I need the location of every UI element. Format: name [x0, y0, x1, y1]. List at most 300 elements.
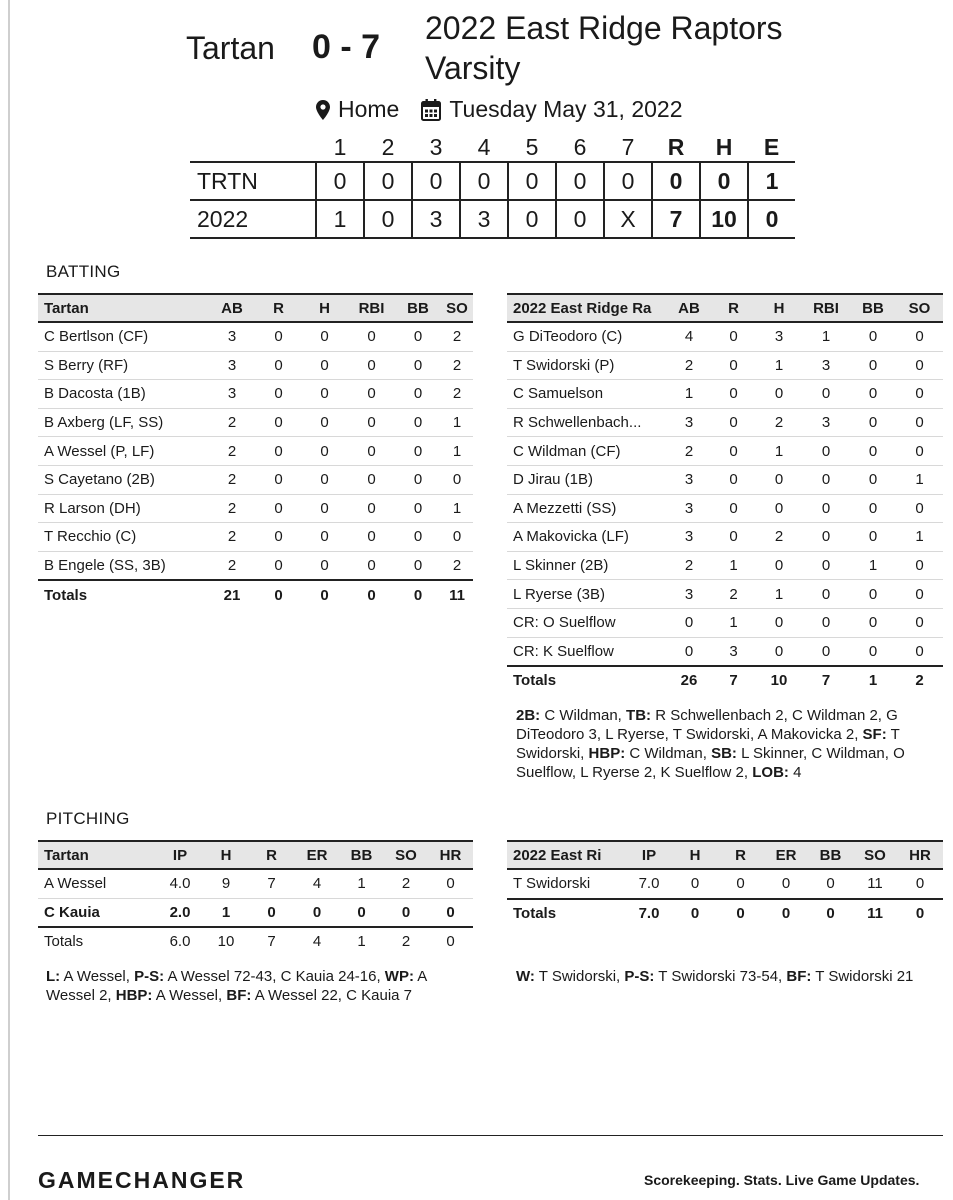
stat-cell: 4.0: [156, 869, 204, 898]
player-row: [507, 637, 943, 666]
stat-cell: 0: [711, 523, 756, 552]
note-text: R Schwellenbach 2, C Wildman 2, G DiTeodoro 3, L Ryerse, T Swidorski, A Makovicka 2,: [516, 707, 898, 743]
inning-score: 0: [508, 200, 556, 238]
player-name: R Schwellenbach...: [507, 408, 667, 437]
stat-column-header: IP: [641, 846, 657, 864]
player-name: S Berry (RF): [38, 351, 208, 380]
stat-column-header: IP: [172, 846, 188, 864]
stat-cell: 3: [667, 580, 711, 609]
stat-column-header: SO: [446, 299, 468, 317]
totals-cell: 0: [320, 586, 329, 604]
stat-cell: 0: [667, 608, 711, 637]
page-edge-rule: [8, 0, 10, 1200]
stat-column-header: HR: [439, 846, 462, 864]
stat-cell: 0: [441, 523, 473, 552]
stat-cell: 0: [850, 380, 896, 409]
stat-column-header: H: [319, 299, 330, 317]
inning-score: 0: [604, 162, 652, 200]
inning-score: 0: [556, 200, 604, 238]
calendar-icon: [421, 99, 441, 121]
inning-header: 1: [333, 133, 347, 160]
stat-cell: 1: [204, 898, 248, 927]
player-row: [38, 322, 473, 351]
stat-cell: 0: [711, 408, 756, 437]
player-name: T Swidorski: [507, 869, 625, 899]
stat-cell: 0: [850, 637, 896, 666]
stat-cell: 2: [667, 351, 711, 380]
team-column-header: 2022 East Ri: [513, 846, 602, 864]
player-row: [507, 465, 943, 494]
stat-cell: 0: [348, 351, 395, 380]
inning-score: 1: [316, 200, 364, 238]
totals-cell: 2: [915, 672, 924, 690]
stat-cell: 0: [808, 869, 853, 899]
player-name: CR: K Suelflow: [507, 637, 667, 666]
stat-cell: 0: [256, 494, 301, 523]
inning-score: 3: [460, 200, 508, 238]
linescore-team: 2022: [197, 205, 249, 232]
stat-cell: 3: [667, 523, 711, 552]
stat-cell: 0: [756, 380, 802, 409]
stat-cell: 2: [208, 408, 256, 437]
stat-column-header: ER: [775, 846, 797, 864]
note-text: 4: [788, 764, 802, 781]
hits-total: 0: [700, 162, 748, 200]
player-row: [507, 580, 943, 609]
stat-cell: 0: [802, 608, 850, 637]
stat-cell: 1: [441, 494, 473, 523]
stat-cell: 0: [395, 494, 441, 523]
away-team-name: Tartan: [186, 30, 275, 66]
stat-cell: 0: [897, 869, 943, 899]
totals-cell: 10: [217, 933, 235, 951]
stat-cell: 0: [756, 465, 802, 494]
note-text: T Swidorski 21: [811, 968, 914, 985]
inning-header: 7: [621, 133, 635, 160]
batting-notes-home: [516, 706, 941, 782]
totals-cell: 0: [915, 904, 925, 922]
totals-cell: 1: [357, 933, 366, 951]
game-meta: [316, 96, 682, 123]
runs-total: 7: [652, 200, 700, 238]
stat-cell: 0: [256, 380, 301, 409]
stat-cell: 0: [256, 523, 301, 552]
stat-cell: 0: [850, 523, 896, 552]
stat-cell: 2: [667, 551, 711, 580]
note-text: T Swidorski 73-54,: [654, 968, 787, 985]
player-name: C Wildman (CF): [507, 437, 667, 466]
stat-cell: 0: [711, 322, 756, 351]
stat-cell: 3: [711, 637, 756, 666]
note-label: HBP:: [588, 745, 626, 762]
team-column-header: Tartan: [44, 299, 89, 317]
stat-cell: 0: [301, 494, 348, 523]
note-label: LOB:: [752, 764, 789, 781]
stat-column-header: H: [689, 846, 701, 864]
stat-column-header: BB: [407, 299, 429, 317]
inning-score: 0: [508, 162, 556, 200]
stat-cell: 1: [756, 351, 802, 380]
inning-score: 0: [460, 162, 508, 200]
totals-cell: 7: [821, 672, 831, 690]
totals-cell: 0: [736, 904, 745, 922]
stat-column-header: AB: [221, 299, 243, 317]
stat-cell: 0: [711, 465, 756, 494]
stat-cell: 0: [441, 465, 473, 494]
stat-cell: 0: [764, 869, 808, 899]
stat-cell: 3: [756, 322, 802, 351]
stat-cell: 3: [667, 494, 711, 523]
stat-cell: 0: [896, 408, 943, 437]
stat-cell: 0: [301, 437, 348, 466]
stat-cell: 1: [339, 869, 384, 898]
stat-cell: 9: [204, 869, 248, 898]
note-label: SF:: [862, 726, 887, 743]
player-row: [38, 465, 473, 494]
stat-cell: 0: [850, 322, 896, 351]
stat-cell: 0: [711, 494, 756, 523]
player-name: L Skinner (2B): [507, 551, 667, 580]
totals-cell: 0: [446, 933, 455, 951]
stat-cell: 2: [208, 465, 256, 494]
hits-total: 10: [700, 200, 748, 238]
stat-cell: 4: [295, 869, 339, 898]
stat-column-header: H: [773, 299, 785, 317]
stat-column-header: HR: [909, 846, 931, 864]
totals-cell: 7: [729, 672, 738, 690]
stats-header-row: [507, 294, 943, 322]
player-name: C Samuelson: [507, 380, 667, 409]
note-text: T Swidorski,: [534, 968, 625, 985]
stat-cell: 1: [441, 408, 473, 437]
totals-cell: 7.0: [638, 904, 660, 922]
player-row: [507, 408, 943, 437]
totals-cell: 0: [781, 904, 791, 922]
stat-cell: 0: [301, 551, 348, 580]
note-label: BF:: [786, 968, 812, 985]
stat-cell: 7.0: [625, 869, 673, 899]
note-label: HBP:: [115, 987, 153, 1004]
pitching-section-title: PITCHING: [46, 809, 130, 828]
stat-cell: 3: [667, 408, 711, 437]
stat-cell: 0: [348, 408, 395, 437]
totals-cell: 6.0: [169, 933, 191, 951]
note-text: T Swidorski,: [516, 726, 900, 762]
stat-cell: 7: [248, 869, 295, 898]
stat-cell: 0: [301, 351, 348, 380]
batting-table-home: [507, 293, 943, 695]
player-name: B Axberg (LF, SS): [38, 408, 208, 437]
stat-cell: 0: [301, 408, 348, 437]
hits-header: H: [715, 133, 733, 160]
stat-cell: 0: [850, 494, 896, 523]
errors-total: 0: [748, 200, 795, 238]
inning-score: 0: [364, 200, 412, 238]
stat-cell: 3: [667, 465, 711, 494]
totals-cell: 11: [449, 586, 465, 604]
stat-cell: 0: [756, 608, 802, 637]
footer-tagline: Scorekeeping. Stats. Live Game Updates.: [644, 1172, 920, 1188]
stat-column-header: BB: [862, 299, 884, 317]
totals-cell: 10: [770, 672, 788, 690]
note-label: P-S:: [134, 968, 165, 985]
stat-cell: 0: [802, 437, 850, 466]
stat-cell: 1: [850, 551, 896, 580]
stat-cell: 0: [256, 322, 301, 351]
stat-column-header: BB: [350, 846, 373, 864]
runs-total: 0: [652, 162, 700, 200]
player-row: [507, 494, 943, 523]
stat-cell: 0: [301, 523, 348, 552]
errors-total: 1: [748, 162, 795, 200]
note-label: BF:: [226, 987, 252, 1004]
stat-cell: 0: [256, 465, 301, 494]
stat-cell: 0: [348, 465, 395, 494]
batting-section-title: BATTING: [46, 262, 121, 281]
player-row: [38, 898, 473, 927]
stat-cell: 1: [667, 380, 711, 409]
player-row: [507, 437, 943, 466]
totals-row: [38, 580, 473, 609]
stat-cell: 2: [208, 523, 256, 552]
stat-cell: 0: [850, 608, 896, 637]
linescore-table: [190, 133, 795, 239]
linescore-row-home: [190, 200, 795, 238]
stat-cell: 1: [756, 437, 802, 466]
player-name: A Mezzetti (SS): [507, 494, 667, 523]
note-label: W:: [516, 968, 535, 985]
stat-column-header: R: [273, 299, 284, 317]
team-column-header: 2022 East Ridge Ra: [513, 299, 652, 317]
stat-cell: 3: [208, 351, 256, 380]
stats-header-row: [38, 294, 473, 322]
stat-cell: 0: [756, 637, 802, 666]
stat-cell: 0: [256, 437, 301, 466]
stat-cell: 1: [711, 608, 756, 637]
stat-cell: 3: [802, 408, 850, 437]
stat-cell: 0: [673, 869, 717, 899]
stat-cell: 2: [208, 551, 256, 580]
stat-cell: 0: [301, 322, 348, 351]
note-label: TB:: [626, 707, 652, 724]
player-name: A Makovicka (LF): [507, 523, 667, 552]
player-row: [38, 494, 473, 523]
inning-score: 0: [412, 162, 460, 200]
stat-cell: 0: [395, 523, 441, 552]
stat-cell: 0: [256, 351, 301, 380]
inning-header: 4: [477, 133, 491, 160]
stat-cell: 3: [208, 322, 256, 351]
note-text: A Wessel 22, C Kauia 7: [251, 987, 413, 1004]
player-row: [38, 408, 473, 437]
totals-cell: 1: [868, 672, 878, 690]
stat-column-header: SO: [864, 846, 886, 864]
note-label: L:: [46, 968, 61, 985]
note-label: WP:: [384, 968, 414, 985]
stat-cell: 1: [896, 523, 943, 552]
stat-cell: 0: [711, 380, 756, 409]
stat-column-header: SO: [395, 846, 417, 864]
pitching-table-home: [507, 840, 943, 927]
linescore-row-away: [190, 162, 795, 200]
stat-cell: 2: [756, 408, 802, 437]
stat-cell: 2: [441, 380, 473, 409]
stat-cell: 0: [395, 437, 441, 466]
stat-column-header: R: [735, 846, 746, 864]
stat-cell: 0: [896, 437, 943, 466]
linescore-team: TRTN: [197, 167, 258, 194]
note-text: A Wessel,: [60, 968, 135, 985]
final-score: 0 - 7: [312, 28, 381, 66]
stat-cell: 2: [711, 580, 756, 609]
totals-cell: 11: [867, 904, 883, 922]
stat-cell: 1: [802, 322, 850, 351]
stat-cell: 2: [441, 322, 473, 351]
stat-cell: 0: [802, 523, 850, 552]
stat-cell: 0: [756, 494, 802, 523]
linescore-header-row: [190, 133, 795, 162]
stat-column-header: R: [728, 299, 739, 317]
totals-row: [507, 666, 943, 695]
player-name: L Ryerse (3B): [507, 580, 667, 609]
stat-cell: 0: [850, 580, 896, 609]
stat-cell: 0: [850, 465, 896, 494]
stat-cell: 0: [850, 437, 896, 466]
stat-cell: 3: [208, 380, 256, 409]
totals-cell: 21: [223, 586, 241, 604]
player-row: [507, 322, 943, 351]
stat-cell: 0: [295, 898, 339, 927]
stats-header-row: [507, 841, 943, 869]
stat-cell: 2: [208, 494, 256, 523]
stat-cell: 0: [896, 322, 943, 351]
player-row: [507, 608, 943, 637]
stat-cell: 0: [395, 465, 441, 494]
inning-header: 2: [381, 133, 395, 160]
stat-cell: 0: [428, 869, 473, 898]
stat-cell: 0: [301, 465, 348, 494]
totals-cell: 2: [401, 933, 411, 951]
totals-cell: 4: [312, 933, 322, 951]
stat-cell: 0: [428, 898, 473, 927]
inning-score: 0: [316, 162, 364, 200]
stat-cell: 0: [711, 351, 756, 380]
player-name: C Bertlson (CF): [38, 322, 208, 351]
stat-cell: 0: [802, 551, 850, 580]
player-name: T Swidorski (P): [507, 351, 667, 380]
note-text: C Wildman,: [625, 745, 712, 762]
stat-cell: 0: [384, 898, 428, 927]
stat-cell: 0: [339, 898, 384, 927]
note-text: A Wessel,: [152, 987, 227, 1004]
stat-cell: 0: [395, 551, 441, 580]
player-name: A Wessel: [38, 869, 156, 898]
stat-cell: 11: [853, 869, 897, 899]
player-name: G DiTeodoro (C): [507, 322, 667, 351]
stat-cell: 3: [802, 351, 850, 380]
stat-cell: 2.0: [156, 898, 204, 927]
totals-cell: 0: [413, 586, 423, 604]
stat-cell: 0: [802, 637, 850, 666]
totals-cell: 0: [367, 586, 376, 604]
stat-cell: 0: [896, 494, 943, 523]
pitching-table-away: [38, 840, 473, 956]
player-name: D Jirau (1B): [507, 465, 667, 494]
game-date: Tuesday May 31, 2022: [449, 96, 683, 122]
player-name: C Kauia: [38, 898, 156, 927]
stat-column-header: BB: [819, 846, 842, 864]
stat-cell: 2: [667, 437, 711, 466]
stat-cell: 0: [896, 351, 943, 380]
stat-cell: 0: [850, 351, 896, 380]
player-name: B Dacosta (1B): [38, 380, 208, 409]
stat-cell: 0: [395, 408, 441, 437]
stat-cell: 0: [711, 437, 756, 466]
note-label: P-S:: [624, 968, 655, 985]
stat-cell: 4: [667, 322, 711, 351]
player-name: B Engele (SS, 3B): [38, 551, 208, 580]
stat-column-header: RBI: [358, 299, 385, 317]
stats-header-row: [38, 841, 473, 869]
pitching-notes-away: [46, 967, 476, 1005]
stat-cell: 1: [441, 437, 473, 466]
player-row: [38, 551, 473, 580]
stat-cell: 0: [256, 551, 301, 580]
player-row: [38, 437, 473, 466]
stat-cell: 0: [348, 437, 395, 466]
player-name: T Recchio (C): [38, 523, 208, 552]
totals-cell: 0: [274, 586, 283, 604]
stat-column-header: RBI: [813, 299, 839, 317]
stat-column-header: AB: [678, 299, 700, 317]
player-name: R Larson (DH): [38, 494, 208, 523]
note-label: SB:: [711, 745, 737, 762]
game-location: Home: [338, 96, 400, 122]
stat-column-header: H: [220, 846, 232, 864]
stat-cell: 0: [802, 580, 850, 609]
totals-cell: 26: [680, 672, 698, 690]
stat-cell: 2: [441, 351, 473, 380]
home-team-name: 2022 East Ridge Raptors Varsity: [425, 10, 783, 86]
player-row: [507, 523, 943, 552]
inning-header: 5: [525, 133, 539, 160]
stat-cell: 0: [248, 898, 295, 927]
stat-cell: 0: [756, 551, 802, 580]
stat-cell: 2: [384, 869, 428, 898]
totals-row: [507, 899, 943, 928]
player-row: [38, 869, 473, 898]
inning-score: 0: [364, 162, 412, 200]
stat-cell: 0: [802, 465, 850, 494]
stat-cell: 0: [717, 869, 764, 899]
stat-cell: 0: [348, 551, 395, 580]
note-text: A Wessel 2,: [46, 968, 427, 1004]
footer-divider: [38, 1135, 943, 1136]
note-label: 2B:: [516, 707, 541, 724]
note-text: C Wildman,: [540, 707, 627, 724]
inning-header: 3: [429, 133, 443, 160]
stat-cell: 0: [395, 322, 441, 351]
totals-label: Totals: [44, 586, 88, 604]
stat-cell: 1: [896, 465, 943, 494]
stat-cell: 0: [348, 494, 395, 523]
totals-label: Totals: [44, 933, 84, 951]
stat-cell: 0: [896, 580, 943, 609]
team-column-header: Tartan: [44, 846, 89, 864]
totals-cell: 0: [690, 904, 700, 922]
totals-cell: 7: [267, 933, 276, 951]
player-row: [507, 351, 943, 380]
